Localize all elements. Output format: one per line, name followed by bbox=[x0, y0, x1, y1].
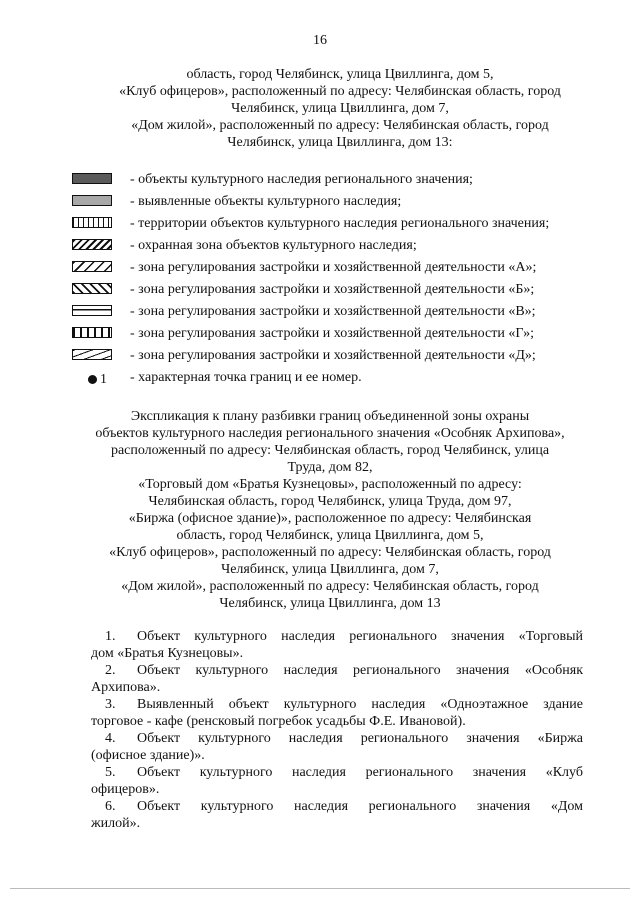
explication-line: Экспликация к плану разбивки границ объединенной зоны охраны bbox=[130, 409, 530, 424]
list-item bbox=[91, 696, 583, 730]
legend-label: - зона регулирования застройки и хозяйственной деятельности «Д»; bbox=[130, 348, 536, 363]
list-item bbox=[91, 730, 583, 764]
point-number: 1 bbox=[100, 372, 107, 387]
list-item bbox=[91, 798, 583, 832]
explication-line: объектов культурного наследия регионального значения «Особняк Архипова», bbox=[95, 426, 565, 441]
item-text-continued: офицеров». bbox=[91, 782, 160, 797]
double-line-swatch-icon bbox=[72, 305, 112, 316]
heritage-object-list bbox=[91, 628, 583, 832]
item-text-continued: дом «Братья Кузнецовы». bbox=[91, 646, 244, 661]
legend-item bbox=[72, 325, 632, 347]
item-number: 5. bbox=[105, 765, 116, 780]
item-text: Объект культурного наследия регионального значения «Особняк bbox=[137, 663, 583, 678]
item-number: 4. bbox=[105, 731, 116, 746]
header-line: «Дом жилой», расположенный по адресу: Челябинская область, город bbox=[131, 118, 549, 133]
vertical-hatch-swatch-icon bbox=[72, 217, 112, 228]
header-line: «Клуб офицеров», расположенный по адресу: Челябинская область, город bbox=[119, 84, 561, 99]
map-legend bbox=[72, 171, 632, 391]
item-text: Объект культурного наследия регионального значения «Клуб bbox=[137, 765, 583, 780]
explication-line: Челябинск, улица Цвиллинга, дом 13 bbox=[219, 596, 441, 611]
explication-line: «Клуб офицеров», расположенный по адресу: Челябинская область, город bbox=[109, 545, 551, 560]
legend-label: - зона регулирования застройки и хозяйственной деятельности «А»; bbox=[130, 260, 537, 275]
explication-line: Труда, дом 82, bbox=[287, 460, 373, 475]
legend-item bbox=[72, 259, 632, 281]
page-number: 16 bbox=[313, 33, 327, 48]
list-item bbox=[91, 628, 583, 662]
explication-line: расположенный по адресу: Челябинская область, город Челябинск, улица bbox=[110, 443, 550, 458]
page-bottom-rule bbox=[10, 888, 630, 889]
vertical-bars-swatch-icon bbox=[72, 327, 112, 338]
legend-item bbox=[72, 215, 632, 237]
legend-item bbox=[72, 171, 632, 193]
item-number: 6. bbox=[105, 799, 116, 814]
explication-line: Челябинская область, город Челябинск, улица Труда, дом 97, bbox=[148, 494, 512, 509]
legend-label: - характерная точка границ и ее номер. bbox=[130, 370, 362, 385]
diagonal-hatch-swatch-icon bbox=[72, 261, 112, 272]
back-diagonal-hatch-swatch-icon bbox=[72, 283, 112, 294]
solid-dark-gray-swatch-icon bbox=[72, 173, 112, 184]
header-line: область, город Челябинск, улица Цвиллинга, дом 5, bbox=[186, 67, 494, 82]
header-line: Челябинск, улица Цвиллинга, дом 7, bbox=[231, 101, 449, 116]
item-text: Выявленный объект культурного наследия «Одноэтажное здание bbox=[137, 697, 583, 712]
solid-light-gray-swatch-icon bbox=[72, 195, 112, 206]
explication-heading bbox=[65, 408, 595, 612]
light-diagonal-swatch-icon bbox=[72, 349, 112, 360]
legend-item bbox=[72, 193, 632, 215]
item-text: Объект культурного наследия регионального значения «Торговый bbox=[137, 629, 583, 644]
item-number: 1. bbox=[105, 629, 116, 644]
list-item bbox=[91, 764, 583, 798]
item-text-continued: жилой». bbox=[91, 816, 141, 831]
explication-line: Челябинск, улица Цвиллинга, дом 7, bbox=[221, 562, 439, 577]
item-text-continued: Архипова». bbox=[91, 680, 161, 695]
legend-label: - объекты культурного наследия регионального значения; bbox=[130, 172, 473, 187]
legend-item bbox=[72, 303, 632, 325]
legend-label: - зона регулирования застройки и хозяйственной деятельности «В»; bbox=[130, 304, 536, 319]
legend-item-point bbox=[72, 369, 632, 391]
explication-line: «Дом жилой», расположенный по адресу: Челябинская область, город bbox=[121, 579, 539, 594]
item-number: 3. bbox=[105, 697, 116, 712]
item-text: Объект культурного наследия регионального значения «Биржа bbox=[137, 731, 583, 746]
item-text-continued: (офисное здание)». bbox=[91, 748, 205, 763]
explication-line: «Биржа (офисное здание)», расположенное по адресу: Челябинская bbox=[128, 511, 532, 526]
explication-line: область, город Челябинск, улица Цвиллинга, дом 5, bbox=[176, 528, 484, 543]
legend-label: - выявленные объекты культурного наследия; bbox=[130, 194, 402, 209]
item-number: 2. bbox=[105, 663, 116, 678]
legend-label: - охранная зона объектов культурного наследия; bbox=[130, 238, 417, 253]
legend-label: - территории объектов культурного наследия регионального значения; bbox=[130, 216, 550, 231]
item-text: Объект культурного наследия регионального значения «Дом bbox=[137, 799, 583, 814]
filled-dot-icon bbox=[88, 375, 97, 384]
legend-item bbox=[72, 281, 632, 303]
legend-label: - зона регулирования застройки и хозяйственной деятельности «Б»; bbox=[130, 282, 535, 297]
legend-label: - зона регулирования застройки и хозяйственной деятельности «Г»; bbox=[130, 326, 534, 341]
explication-line: «Торговый дом «Братья Кузнецовы», расположенный по адресу: bbox=[138, 477, 522, 492]
legend-item bbox=[72, 347, 632, 369]
list-item bbox=[91, 662, 583, 696]
header-line: Челябинск, улица Цвиллинга, дом 13: bbox=[227, 135, 453, 150]
header-address-block bbox=[90, 66, 590, 151]
item-text-continued: торговое - кафе (ренсковый погребок усадьбы Ф.Е. Ивановой). bbox=[91, 714, 466, 729]
legend-item bbox=[72, 237, 632, 259]
dense-diagonal-hatch-swatch-icon bbox=[72, 239, 112, 250]
boundary-point-marker bbox=[88, 371, 107, 388]
